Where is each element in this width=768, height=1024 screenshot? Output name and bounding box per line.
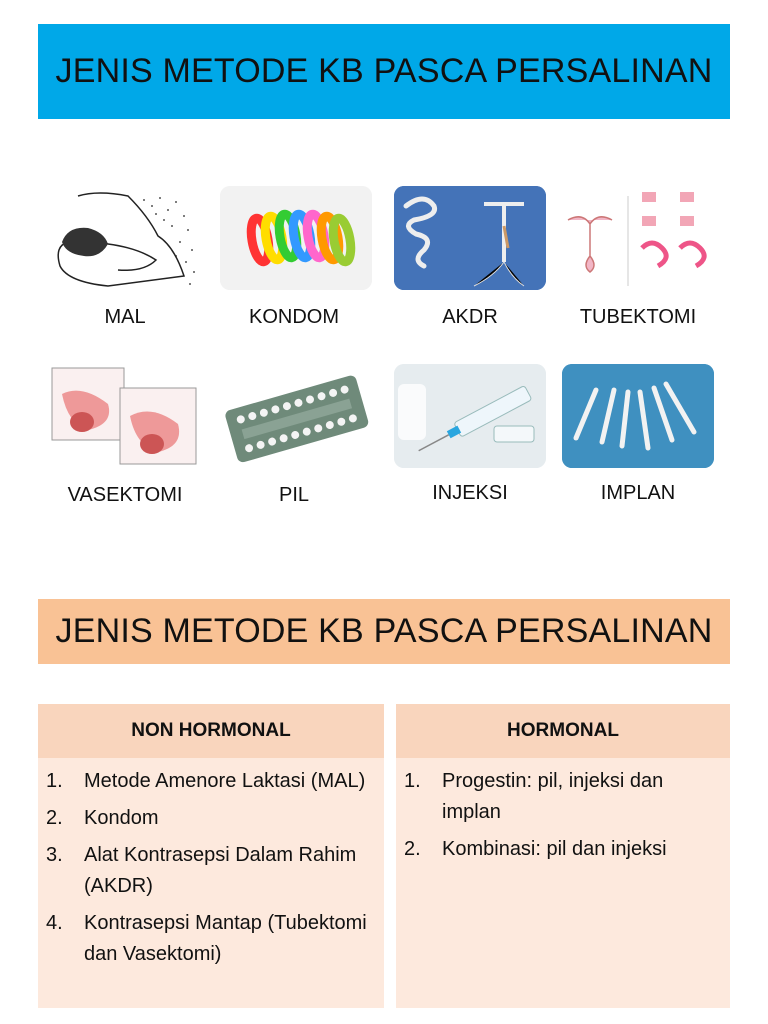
condoms-photo-icon: [220, 186, 372, 290]
non-hormonal-column: [38, 704, 384, 1008]
top-title-banner: [38, 24, 730, 119]
list-text: Metode Amenore Laktasi (MAL): [84, 770, 366, 792]
list-number: 1.: [404, 770, 421, 792]
list-item: [46, 766, 374, 797]
list-text: Kondom: [84, 807, 159, 829]
list-item: [404, 766, 720, 828]
list-item: [46, 803, 374, 834]
implant-photo-icon: [562, 364, 714, 468]
breastfeeding-illustration-icon: [48, 186, 200, 290]
injection-photo-icon: [394, 364, 546, 468]
iud-photo-icon: [394, 186, 546, 290]
method-label-implan: IMPLAN: [600, 482, 676, 504]
method-label-mal: MAL: [104, 306, 146, 328]
method-label-akdr: AKDR: [442, 306, 498, 328]
page-title: JENIS METODE KB PASCA PERSALINAN: [55, 52, 713, 90]
list-item: [404, 834, 720, 865]
method-label-pil: PIL: [278, 484, 310, 506]
list-text: Kombinasi: pil dan injeksi: [442, 838, 667, 860]
list-number: 2.: [404, 838, 421, 860]
list-number: 3.: [46, 844, 63, 866]
method-label-kondom: KONDOM: [249, 306, 339, 328]
method-label-vasektomi: VASEKTOMI: [67, 484, 183, 506]
tubectomy-diagram-icon: [562, 186, 714, 290]
list-text: Kontrasepsi Mantap (Tubektomi dan Vasektomi): [84, 912, 367, 965]
method-label-tubektomi: TUBEKTOMI: [579, 306, 697, 328]
list-item: [46, 908, 374, 970]
non-hormonal-list: [38, 758, 384, 970]
hormonal-column: [396, 704, 730, 1008]
list-text: Alat Kontrasepsi Dalam Rahim (AKDR): [84, 844, 357, 897]
pill-pack-photo-icon: [220, 364, 372, 468]
hormonal-header: HORMONAL: [396, 704, 730, 758]
method-label-injeksi: INJEKSI: [432, 482, 508, 504]
list-number: 2.: [46, 807, 63, 829]
non-hormonal-header: NON HORMONAL: [38, 704, 384, 758]
bottom-title-banner: [38, 599, 730, 664]
list-number: 4.: [46, 912, 63, 934]
vasectomy-diagram-icon: [48, 364, 200, 468]
list-item: [46, 840, 374, 902]
hormonal-list: [396, 758, 730, 865]
list-text: Progestin: pil, injeksi dan implan: [442, 770, 664, 823]
list-number: 1.: [46, 770, 63, 792]
section-title: JENIS METODE KB PASCA PERSALINAN: [55, 612, 713, 650]
